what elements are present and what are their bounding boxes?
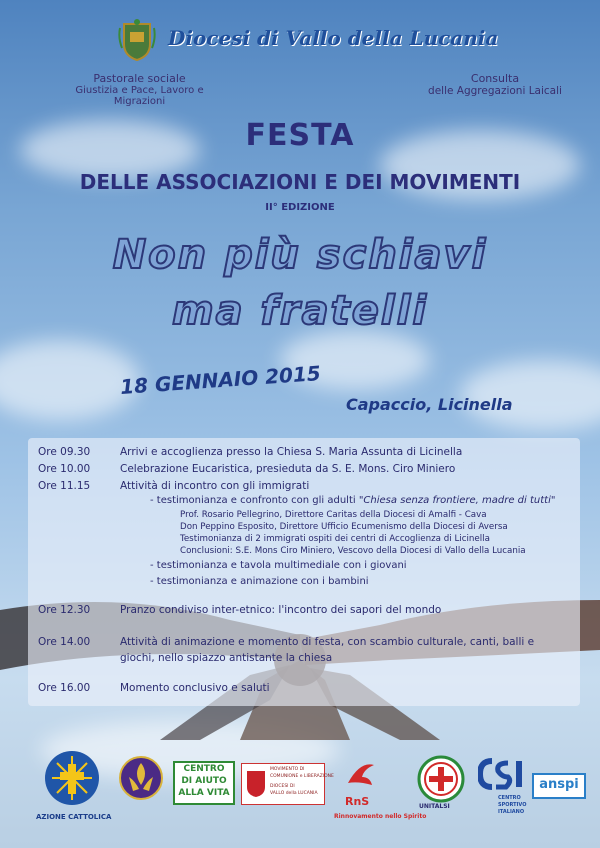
azione-cattolica-caption: AZIONE CATTOLICA <box>36 813 112 821</box>
pastorale-sociale-block <box>52 72 227 107</box>
edition-label: II° EDIZIONE <box>265 202 335 213</box>
speaker-line: Don Peppino Esposito, Direttore Ufficio Ecumenismo della Diocesi di Aversa <box>180 522 508 532</box>
program-text: Arrivi e accoglienza presso la Chiesa S. Maria Assunta di Licinella <box>120 446 463 458</box>
program-panel <box>28 438 580 706</box>
program-text: Attività di animazione e momento di festa, con scambio culturale, canti, balli e <box>120 636 535 648</box>
anspi-logo: anspi <box>532 773 586 799</box>
consulta-block <box>415 72 575 97</box>
cl-shield-icon <box>245 769 267 799</box>
agesci-logo-icon <box>119 755 163 801</box>
csi-logo-icon <box>478 757 524 791</box>
cl-line-4: VALLO della LUCANIA <box>270 791 318 796</box>
speaker-line: Conclusioni: S.E. Mons Ciro Miniero, Vescovo della Diocesi di Vallo della Lucania <box>180 546 526 556</box>
event-subtitle: DELLE ASSOCIAZIONI E DEI MOVIMENTI <box>79 170 521 194</box>
speaker-line: Prof. Rosario Pellegrino, Direttore Caritas della Diocesi di Amalfi - Cava <box>180 510 487 520</box>
program-text: Momento conclusivo e saluti <box>120 682 270 694</box>
rns-wordmark: RnS <box>345 795 370 808</box>
activity-item: - testimonianza e tavola multimediale con i giovani <box>150 560 407 571</box>
program-text-continued: giochi, nello spiazzo antistante la chiesa <box>120 652 333 664</box>
sponsor-logos <box>0 745 600 848</box>
csi-line-2: SPORTIVO <box>498 802 527 808</box>
program-time: Ore 09.30 <box>38 446 91 458</box>
unitalsi-logo-icon <box>417 755 465 803</box>
activity-item: - testimonianza e animazione con i bambini <box>150 576 369 587</box>
cav-line-2: DI AIUTO <box>181 776 227 786</box>
consulta-subtitle: delle Aggregazioni Laicali <box>428 85 562 97</box>
program-time: Ore 12.30 <box>38 604 91 616</box>
activity-item: - testimonianza e confronto con gli adulti "Chiesa senza frontiere, madre di tutti" <box>150 495 556 506</box>
cav-line-3: ALLA VITA <box>178 788 230 798</box>
program-time: Ore 11.15 <box>38 480 91 492</box>
azione-cattolica-logo-icon <box>44 750 100 806</box>
unitalsi-caption: UNITALSI <box>419 803 450 810</box>
slogan-line-2: ma fratelli <box>171 288 429 334</box>
csi-line-3: ITALIANO <box>498 809 525 815</box>
rns-dove-icon <box>340 755 380 795</box>
cl-line-1: MOVIMENTO DI <box>270 767 305 772</box>
pastorale-subtitle: Giustizia e Pace, Lavoro e Migrazioni <box>75 85 204 107</box>
event-place: Capaccio, Licinella <box>346 395 513 414</box>
speaker-line: Testimonianza di 2 immigrati ospiti dei centri di Accoglienza di Licinella <box>180 534 490 544</box>
cl-line-2: COMUNIONE e LIBERAZIONE <box>270 774 334 779</box>
diocese-title: Diocesi di Vallo della Lucania <box>168 26 499 50</box>
program-text: Attività di incontro con gli immigrati <box>120 480 310 492</box>
cl-line-3: DIOCESI DI <box>270 784 295 789</box>
event-date: 18 GENNAIO 2015 <box>119 361 322 399</box>
pastorale-title: Pastorale sociale <box>93 72 186 85</box>
rns-caption: Rinnovamento nello Spirito <box>334 813 427 820</box>
cav-line-1: CENTRO <box>183 764 225 774</box>
program-time: Ore 16.00 <box>38 682 91 694</box>
program-text: Celebrazione Eucaristica, presieduta da S. E. Mons. Ciro Miniero <box>120 463 456 475</box>
diocese-crest-icon <box>118 18 156 62</box>
centro-aiuto-vita-logo <box>173 761 235 805</box>
slogan-line-1: Non più schiavi <box>112 232 488 278</box>
comunione-liberazione-logo <box>241 763 334 805</box>
program-time: Ore 10.00 <box>38 463 91 475</box>
csi-line-1: CENTRO <box>498 795 521 801</box>
program-time: Ore 14.00 <box>38 636 91 648</box>
consulta-title: Consulta <box>470 72 520 85</box>
event-title: FESTA <box>245 118 355 153</box>
program-text: Pranzo condiviso inter-etnico: l'incontro dei sapori del mondo <box>120 604 442 616</box>
